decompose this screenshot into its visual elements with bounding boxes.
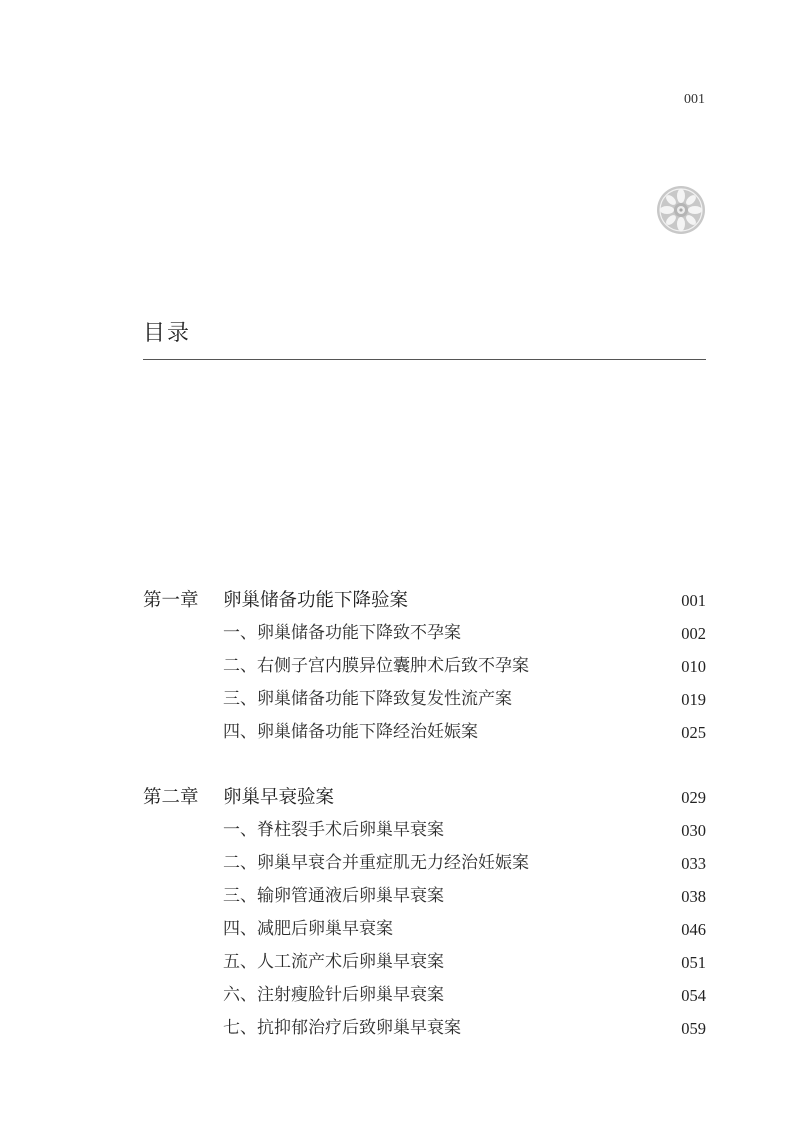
chapter-title: 卵巢早衰验案 [223, 787, 335, 808]
entry-page: 033 [681, 854, 706, 873]
chapter-section [143, 584, 706, 749]
toc-entry[interactable] [143, 716, 706, 749]
entry-page: 025 [681, 723, 706, 742]
toc-entry[interactable] [143, 913, 706, 946]
chapter-page: 029 [681, 788, 706, 807]
entry-title: 一、脊柱裂手术后卵巢早衰案 [223, 820, 444, 840]
toc-entry[interactable] [143, 847, 706, 880]
entry-title: 四、卵巢储备功能下降经治妊娠案 [223, 722, 478, 742]
entry-title: 五、人工流产术后卵巢早衰案 [223, 952, 444, 972]
entry-page: 051 [681, 953, 706, 972]
toc-entry[interactable] [143, 946, 706, 979]
entry-title: 三、卵巢储备功能下降致复发性流产案 [223, 689, 512, 709]
chapter-number: 第二章 [143, 787, 199, 808]
entry-title: 二、卵巢早衰合并重症肌无力经治妊娠案 [223, 853, 529, 873]
page-number: 001 [684, 92, 705, 107]
chapter-title: 卵巢储备功能下降验案 [223, 590, 409, 611]
entry-title: 六、注射瘦脸针后卵巢早衰案 [223, 985, 444, 1005]
chapter-section [143, 781, 706, 1045]
entry-title: 三、输卵管通液后卵巢早衰案 [223, 886, 444, 906]
entry-page: 019 [681, 690, 706, 709]
heading-divider [143, 359, 706, 360]
chapter-row[interactable] [143, 781, 706, 814]
toc-heading: 目录 [143, 321, 192, 346]
entry-page: 010 [681, 657, 706, 676]
entry-page: 038 [681, 887, 706, 906]
toc-entry[interactable] [143, 979, 706, 1012]
entry-page: 030 [681, 821, 706, 840]
chapter-page: 001 [681, 591, 706, 610]
toc-entry[interactable] [143, 683, 706, 716]
entry-title: 四、减肥后卵巢早衰案 [223, 919, 393, 939]
toc-entry[interactable] [143, 617, 706, 650]
entry-page: 046 [681, 920, 706, 939]
chapter-row[interactable] [143, 584, 706, 617]
entry-page: 059 [681, 1019, 706, 1038]
entry-title: 二、右侧子宫内膜异位囊肿术后致不孕案 [223, 656, 529, 676]
entry-page: 054 [681, 986, 706, 1005]
toc-entry[interactable] [143, 880, 706, 913]
toc-entry[interactable] [143, 650, 706, 683]
chapter-number: 第一章 [143, 590, 199, 611]
toc-entry[interactable] [143, 1012, 706, 1045]
entry-title: 七、抗抑郁治疗后致卵巢早衰案 [223, 1018, 461, 1038]
lotus-ornament-icon [656, 185, 706, 235]
entry-title: 一、卵巢储备功能下降致不孕案 [223, 623, 461, 643]
toc-entry[interactable] [143, 814, 706, 847]
entry-page: 002 [681, 624, 706, 643]
